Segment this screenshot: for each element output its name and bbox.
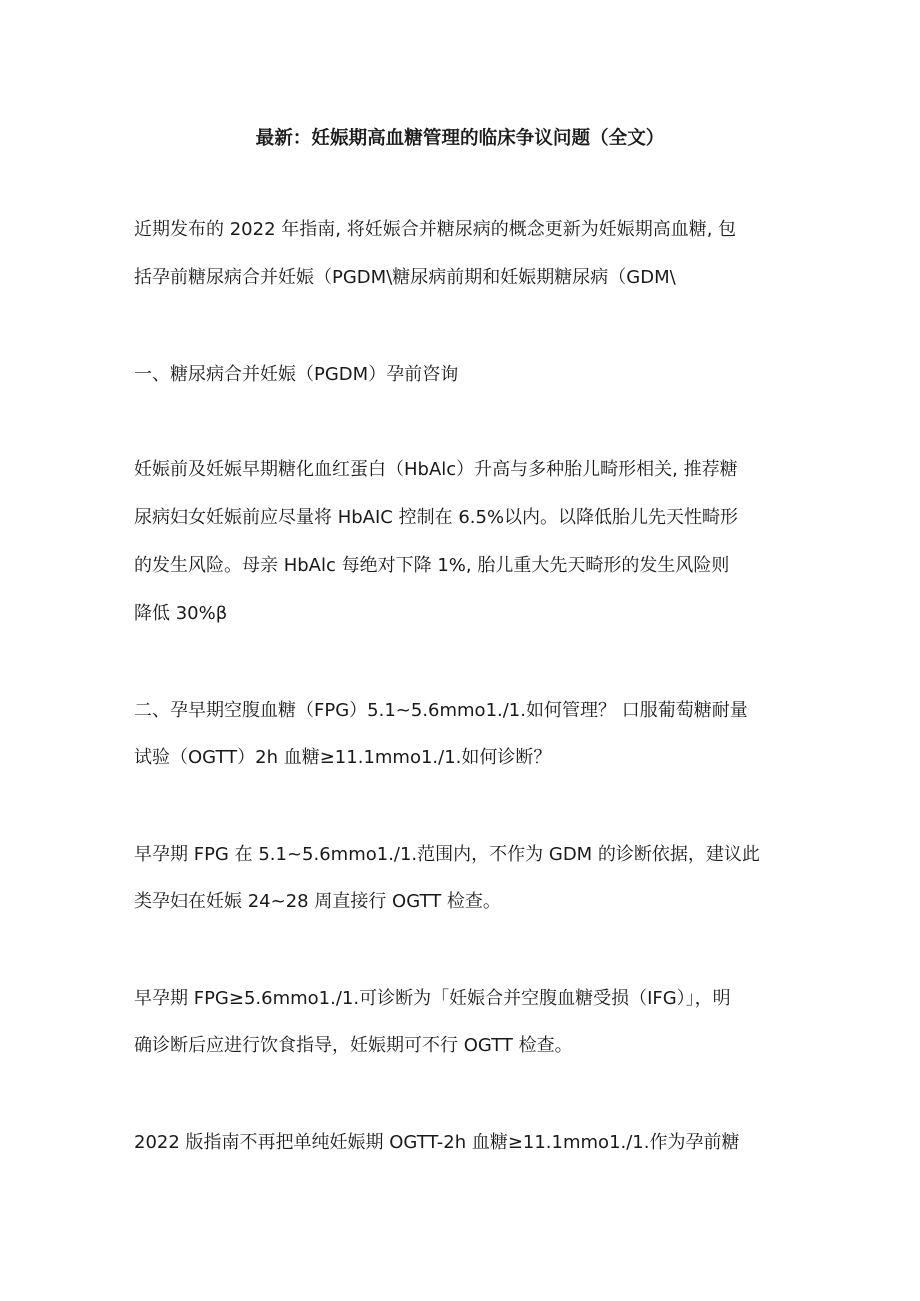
paragraph-line: 确诊断后应进行饮食指导，妊娠期可不行 OGTT 检查。 xyxy=(134,1035,573,1056)
section-heading: 一、糖尿病合并妊娠（PGDM）孕前咨询 xyxy=(134,364,459,385)
paragraph-line: 类孕妇在妊娠 24~28 周直接行 OGTT 检查。 xyxy=(134,891,501,912)
section-heading: 试验（OGTT）2h 血糖≥11.1mmo1./1.如何诊断？ xyxy=(134,747,552,768)
paragraph-line: 尿病妇女妊娠前应尽量将 HbAIC 控制在 6.5%以内。以降低胎儿先天性畸形 xyxy=(134,507,739,528)
document-title: 最新：妊娠期高血糖管理的临床争议问题（全文） xyxy=(255,128,665,149)
paragraph-line: 降低 30%β xyxy=(134,603,228,624)
section-heading: 二、孕早期空腹血糖（FPG）5.1~5.6mmo1./1.如何管理？ 口服葡萄糖耐量 xyxy=(134,700,748,721)
paragraph-line: 早孕期 FPG 在 5.1~5.6mmo1./1.范围内，不作为 GDM 的诊断依据，建议此 xyxy=(134,844,760,865)
paragraph-line: 早孕期 FPG≥5.6mmo1./1.可诊断为「妊娠合并空腹血糖受损（IFG）」，明 xyxy=(134,988,731,1009)
paragraph-line: 妊娠前及妊娠早期糖化血红蛋白（HbAlc）升高与多种胎儿畸形相关, 推荐糖 xyxy=(134,459,738,480)
paragraph-line: 近期发布的 2022 年指南, 将妊娠合并糖尿病的概念更新为妊娠期高血糖, 包 xyxy=(134,219,737,240)
paragraph-line: 的发生风险。母亲 HbAlc 每绝对下降 1%, 胎儿重大先天畸形的发生风险则 xyxy=(134,555,730,576)
paragraph-line: 2022 版指南不再把单纯妊娠期 OGTT-2h 血糖≥11.1mmo1./1.作为孕前糖 xyxy=(134,1132,740,1153)
paragraph-line: 括孕前糖尿病合并妊娠（PGDM\糖尿病前期和妊娠期糖尿病（GDM\ xyxy=(134,267,676,288)
